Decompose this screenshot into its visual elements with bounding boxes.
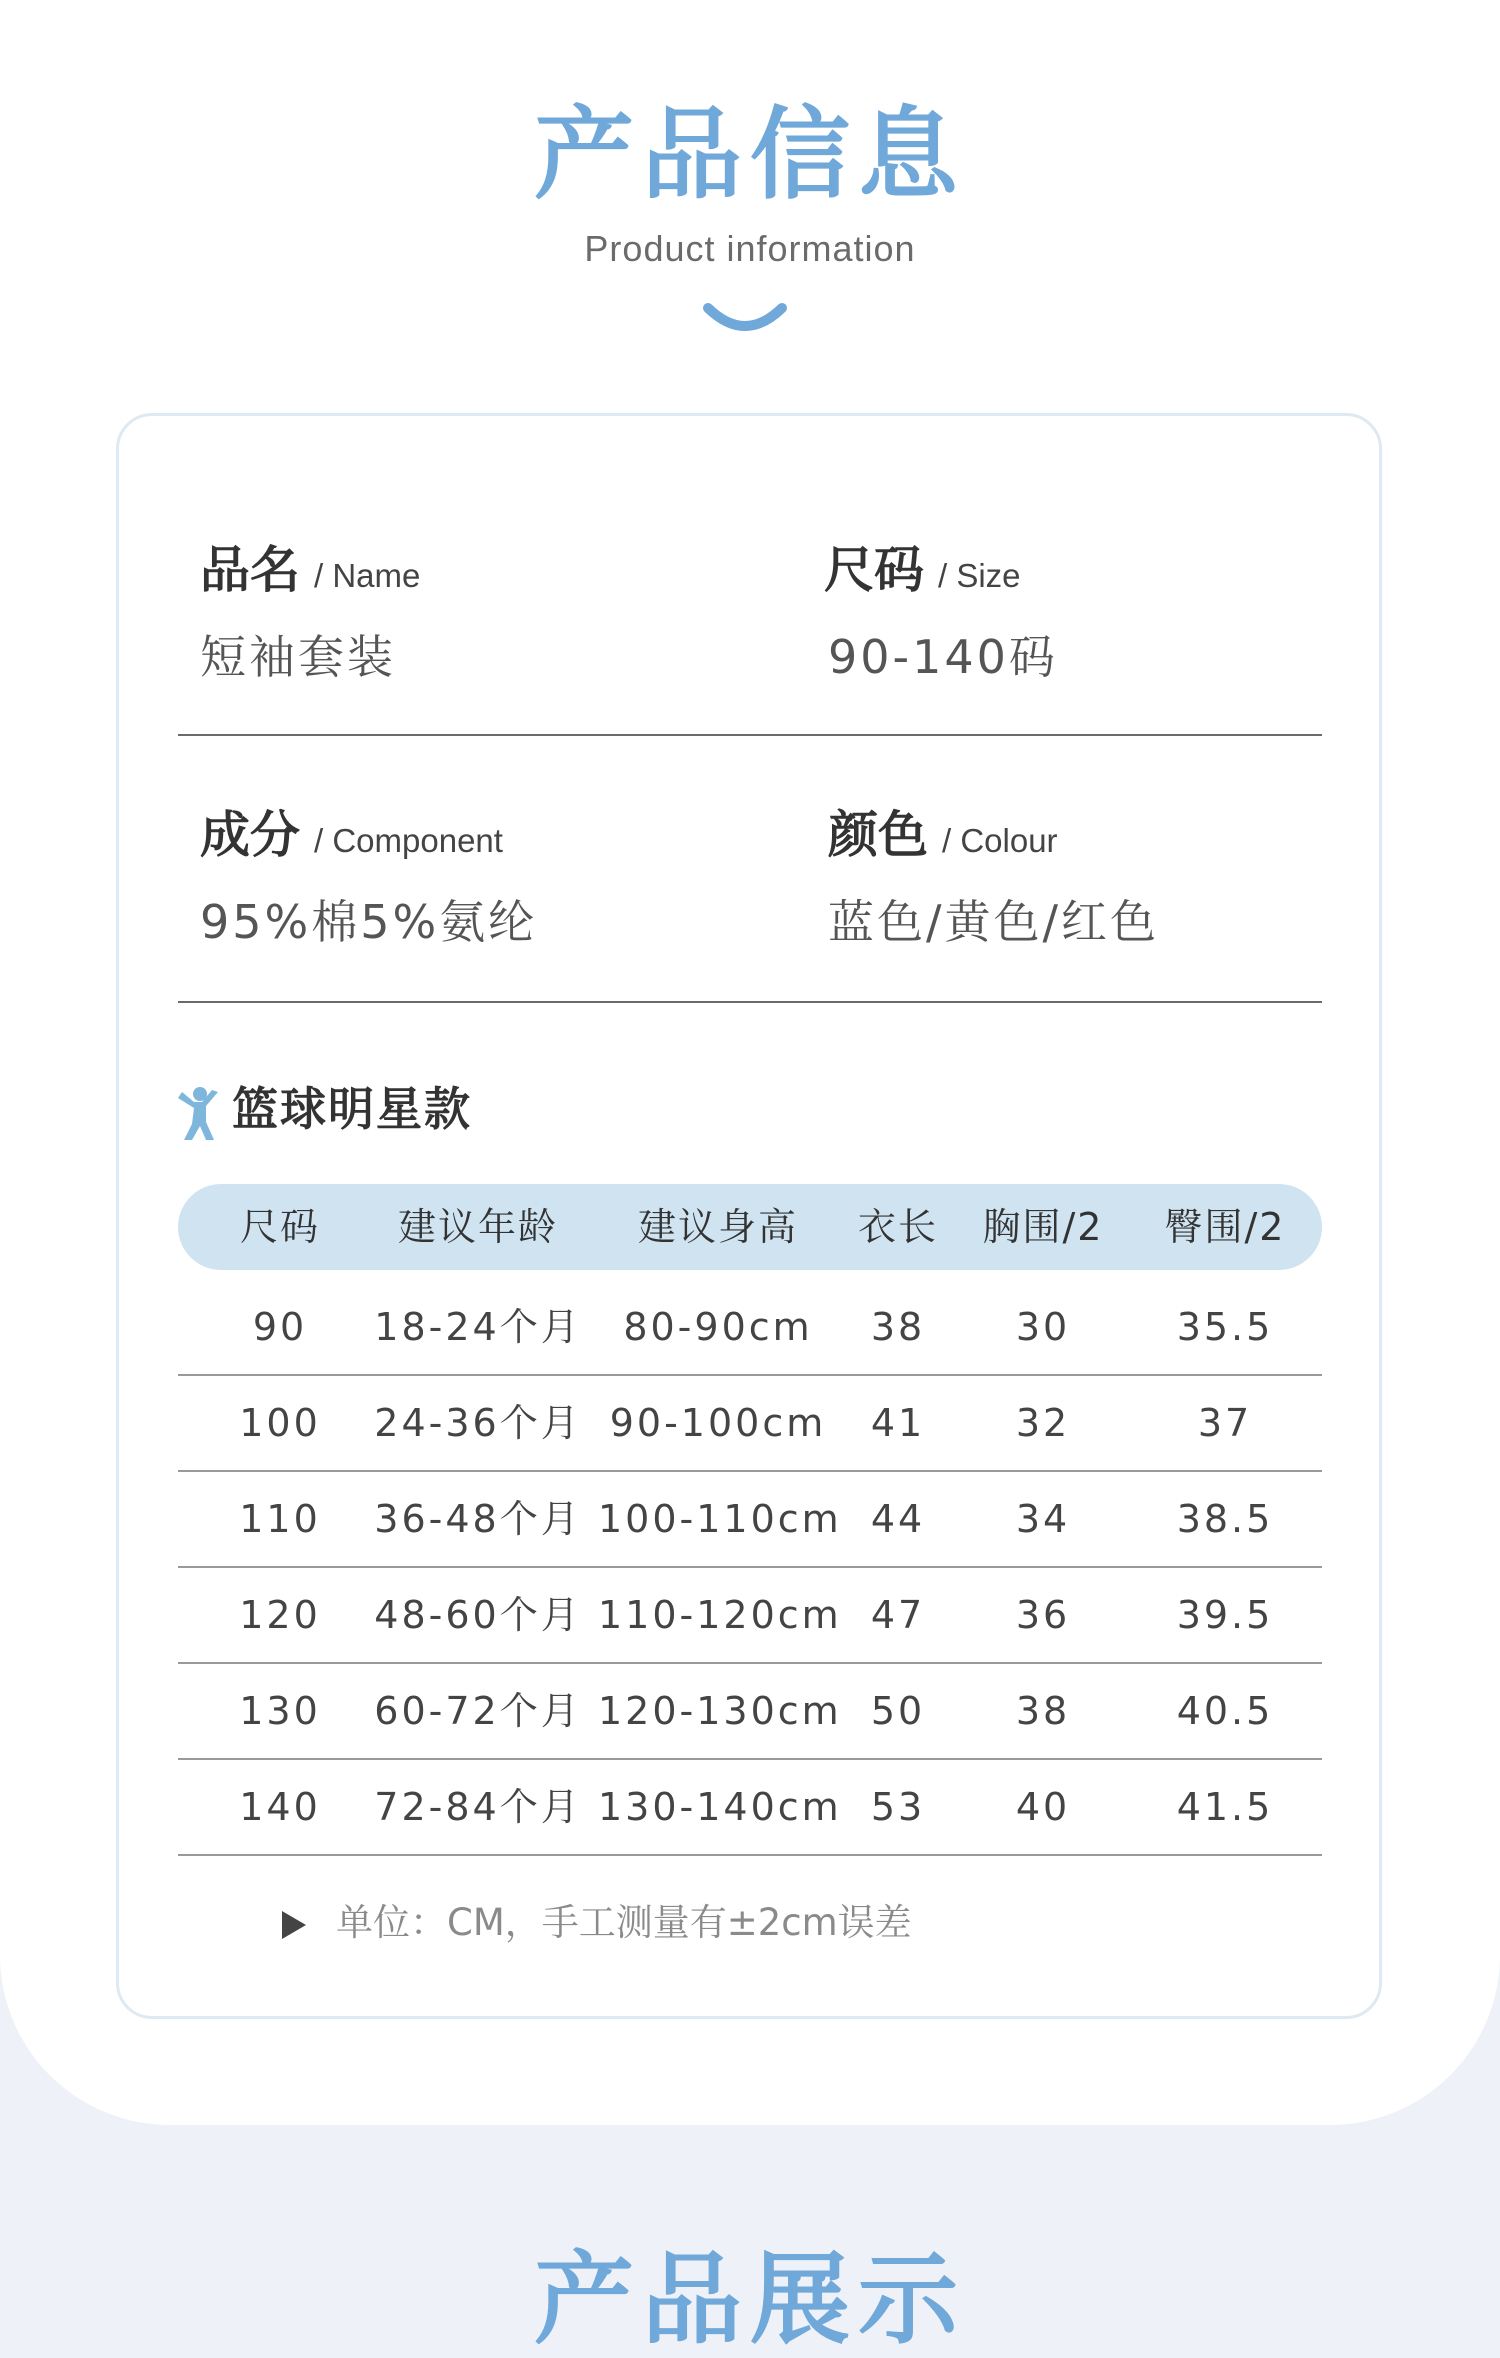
table-cell: 41: [870, 1401, 926, 1445]
table-cell: 100: [239, 1401, 321, 1445]
table-cell: 40.5: [1176, 1689, 1274, 1733]
table-cell: 38.5: [1176, 1497, 1274, 1541]
component-field-label: [200, 806, 503, 864]
table-row: [178, 1760, 1322, 1856]
column-header: 臀围/2: [1164, 1205, 1286, 1249]
basketball-player-icon: [176, 1086, 220, 1142]
column-header: 建议身高: [637, 1205, 798, 1249]
table-row: [178, 1376, 1322, 1472]
measurement-note: 单位：CM，手工测量有±2cm误差: [336, 1901, 912, 1944]
component-label-cn: 成分: [200, 806, 300, 864]
column-header: 衣长: [857, 1205, 938, 1249]
name-label-en: / Name: [314, 557, 421, 594]
table-cell: 44: [870, 1497, 926, 1541]
table-cell: 34: [1015, 1497, 1071, 1541]
divider: [178, 734, 1322, 736]
size-label-cn: 尺码: [824, 541, 924, 599]
colour-label-cn: 颜色: [828, 806, 928, 864]
table-cell: 47: [870, 1593, 926, 1637]
table-cell: 32: [1015, 1401, 1071, 1445]
table-cell: 120: [239, 1593, 321, 1637]
size-table-header: [178, 1184, 1322, 1270]
column-header: 尺码: [239, 1205, 320, 1249]
divider: [178, 1001, 1322, 1003]
table-cell: 120-130cm: [598, 1689, 842, 1733]
table-cell: 37: [1197, 1401, 1253, 1445]
play-arrow-icon: [282, 1911, 306, 1939]
next-section-title: 产品展示: [534, 2241, 966, 2358]
table-cell: 38: [1015, 1689, 1071, 1733]
table-cell: 90-100cm: [609, 1401, 827, 1445]
name-label-cn: 品名: [200, 541, 300, 599]
colour-label-en: / Colour: [942, 822, 1058, 859]
table-cell: 41.5: [1176, 1785, 1274, 1829]
colour-field-label: [828, 806, 1058, 864]
table-cell: 100-110cm: [598, 1497, 842, 1541]
section-title: 产品信息: [534, 96, 966, 213]
table-cell: 35.5: [1176, 1305, 1274, 1349]
name-field-label: [200, 541, 421, 599]
table-cell: 60-72个月: [374, 1689, 582, 1733]
table-cell: 36: [1015, 1593, 1071, 1637]
table-cell: 50: [870, 1689, 926, 1733]
table-row: [178, 1280, 1322, 1376]
table-cell: 30: [1015, 1305, 1071, 1349]
table-cell: 18-24个月: [374, 1305, 582, 1349]
table-cell: 36-48个月: [374, 1497, 582, 1541]
component-label-en: / Component: [314, 822, 503, 859]
table-cell: 24-36个月: [374, 1401, 582, 1445]
size-label-en: / Size: [938, 557, 1021, 594]
table-row: [178, 1664, 1322, 1760]
style-title: 篮球明星款: [232, 1082, 472, 1136]
table-row: [178, 1472, 1322, 1568]
size-value: 90-140码: [828, 630, 1058, 684]
table-cell: 130-140cm: [598, 1785, 842, 1829]
table-cell: 140: [239, 1785, 321, 1829]
table-cell: 72-84个月: [374, 1785, 582, 1829]
name-value: 短袖套装: [200, 630, 396, 684]
table-row: [178, 1568, 1322, 1664]
table-cell: 38: [870, 1305, 926, 1349]
table-cell: 130: [239, 1689, 321, 1733]
table-cell: 110-120cm: [598, 1593, 842, 1637]
smile-arc-icon: [700, 300, 790, 340]
table-cell: 80-90cm: [623, 1305, 813, 1349]
size-field-label: [824, 541, 1021, 599]
table-cell: 53: [870, 1785, 926, 1829]
section-subtitle: Product information: [584, 228, 916, 269]
column-header: 建议年龄: [397, 1205, 558, 1249]
colour-value: 蓝色/黄色/红色: [828, 895, 1159, 949]
table-cell: 110: [239, 1497, 321, 1541]
component-value: 95%棉5%氨纶: [200, 895, 538, 949]
table-cell: 48-60个月: [374, 1593, 582, 1637]
column-header: 胸围/2: [982, 1205, 1104, 1249]
table-cell: 40: [1015, 1785, 1071, 1829]
table-cell: 90: [252, 1305, 308, 1349]
table-cell: 39.5: [1176, 1593, 1274, 1637]
